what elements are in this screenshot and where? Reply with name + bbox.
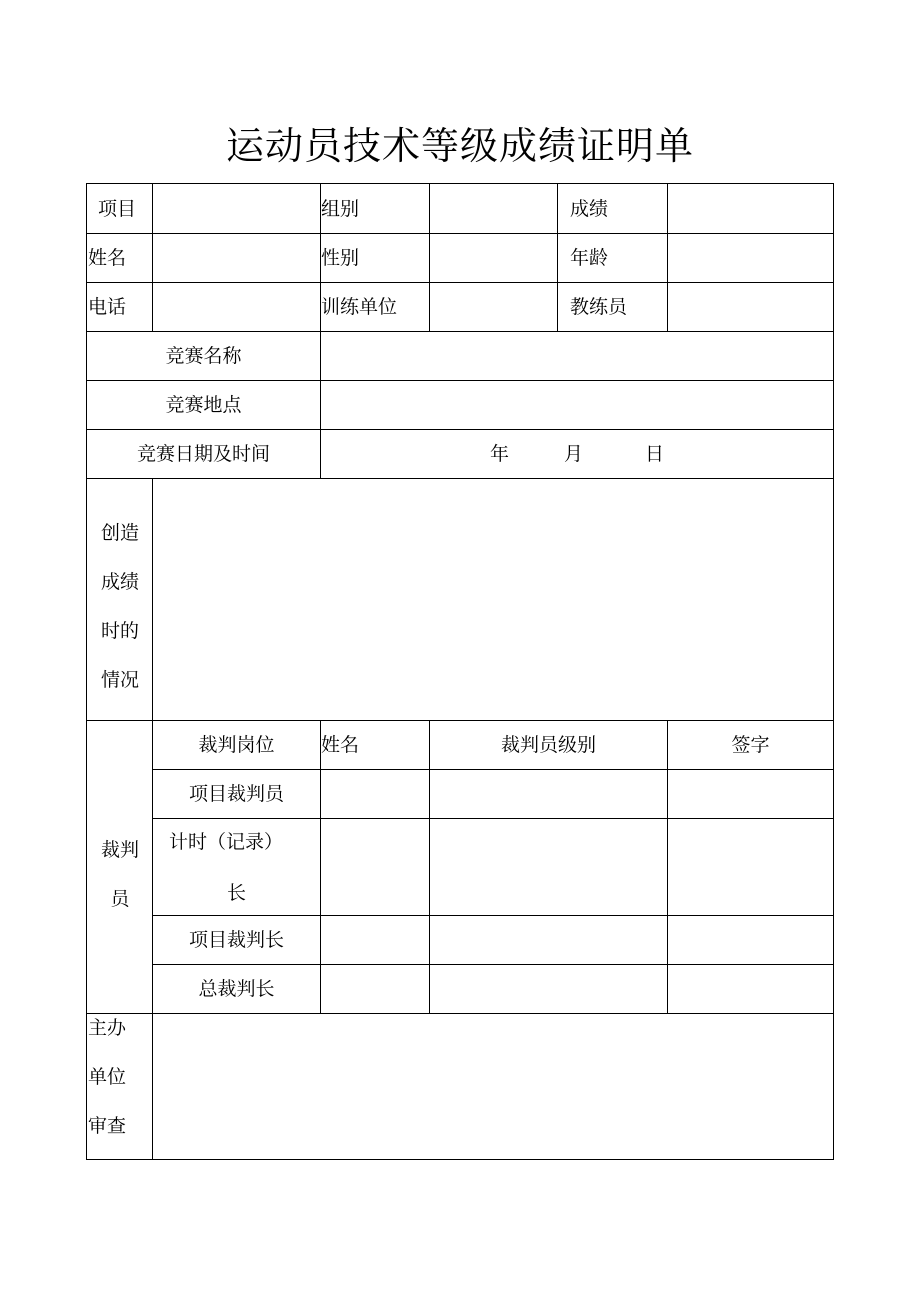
row-divider: [152, 964, 833, 965]
phone-label: 电话: [88, 296, 127, 318]
col-divider: [152, 184, 153, 331]
situation-label-line: 创造: [100, 522, 139, 544]
row-divider: [87, 233, 833, 234]
coach-label: 教练员: [570, 296, 628, 318]
row-divider: [87, 1013, 833, 1014]
organizer-label-line: 审查: [88, 1115, 127, 1137]
situation-label-line: 时的: [100, 620, 139, 642]
post-event-referee: 项目裁判员: [188, 783, 284, 805]
post-event-chief: 项目裁判长: [188, 929, 284, 951]
score-label: 成绩: [570, 198, 609, 220]
certificate-form: [86, 183, 834, 1160]
post-chief-referee: 总裁判长: [198, 978, 275, 1000]
name-label: 姓名: [88, 247, 127, 269]
organizer-label-line: 单位: [88, 1066, 127, 1088]
header-referee-post: 裁判岗位: [198, 734, 275, 756]
training-unit-label: 训练单位: [321, 296, 398, 318]
referee-side-label-line: 裁判: [100, 839, 139, 861]
row-divider: [152, 818, 833, 819]
competition-name-label: 竞赛名称: [165, 345, 242, 367]
col-divider: [320, 184, 321, 478]
situation-label-line: 成绩: [100, 571, 139, 593]
col-divider: [557, 184, 558, 331]
date-month: 月: [564, 443, 584, 465]
situation-label: [87, 509, 153, 705]
situation-label-line: 情况: [100, 669, 139, 691]
row-divider: [87, 331, 833, 332]
project-label: 项目: [98, 198, 137, 220]
col-divider: [667, 720, 668, 1013]
organizer-review-label: [87, 1004, 154, 1151]
referee-side-label-line: 员: [110, 888, 130, 910]
page-title: 运动员技术等级成绩证明单: [225, 124, 694, 168]
organizer-label-line: 主办: [88, 1017, 127, 1039]
referee-side-label: [87, 826, 153, 924]
col-divider: [667, 184, 668, 331]
row-divider: [87, 429, 833, 430]
age-label: 年龄: [570, 247, 609, 269]
header-referee-level: 裁判员级别: [500, 734, 596, 756]
row-divider: [87, 478, 833, 479]
post-timing-record-line2: 长: [226, 882, 246, 904]
row-divider: [87, 282, 833, 283]
col-divider: [429, 720, 430, 1013]
row-divider: [152, 915, 833, 916]
post-timing-record-line1: 计时（记录）: [169, 831, 284, 853]
row-divider: [87, 380, 833, 381]
row-divider: [152, 769, 833, 770]
header-signature: 签字: [731, 734, 770, 756]
competition-place-label: 竞赛地点: [165, 394, 242, 416]
competition-date-label: 竞赛日期及时间: [136, 443, 270, 465]
header-referee-name: 姓名: [321, 734, 360, 756]
date-year: 年: [490, 443, 510, 465]
row-divider: [87, 720, 833, 721]
gender-label: 性别: [321, 247, 360, 269]
col-divider: [429, 184, 430, 331]
date-day: 日: [645, 443, 665, 465]
col-divider: [320, 720, 321, 1013]
group-label: 组别: [321, 198, 360, 220]
